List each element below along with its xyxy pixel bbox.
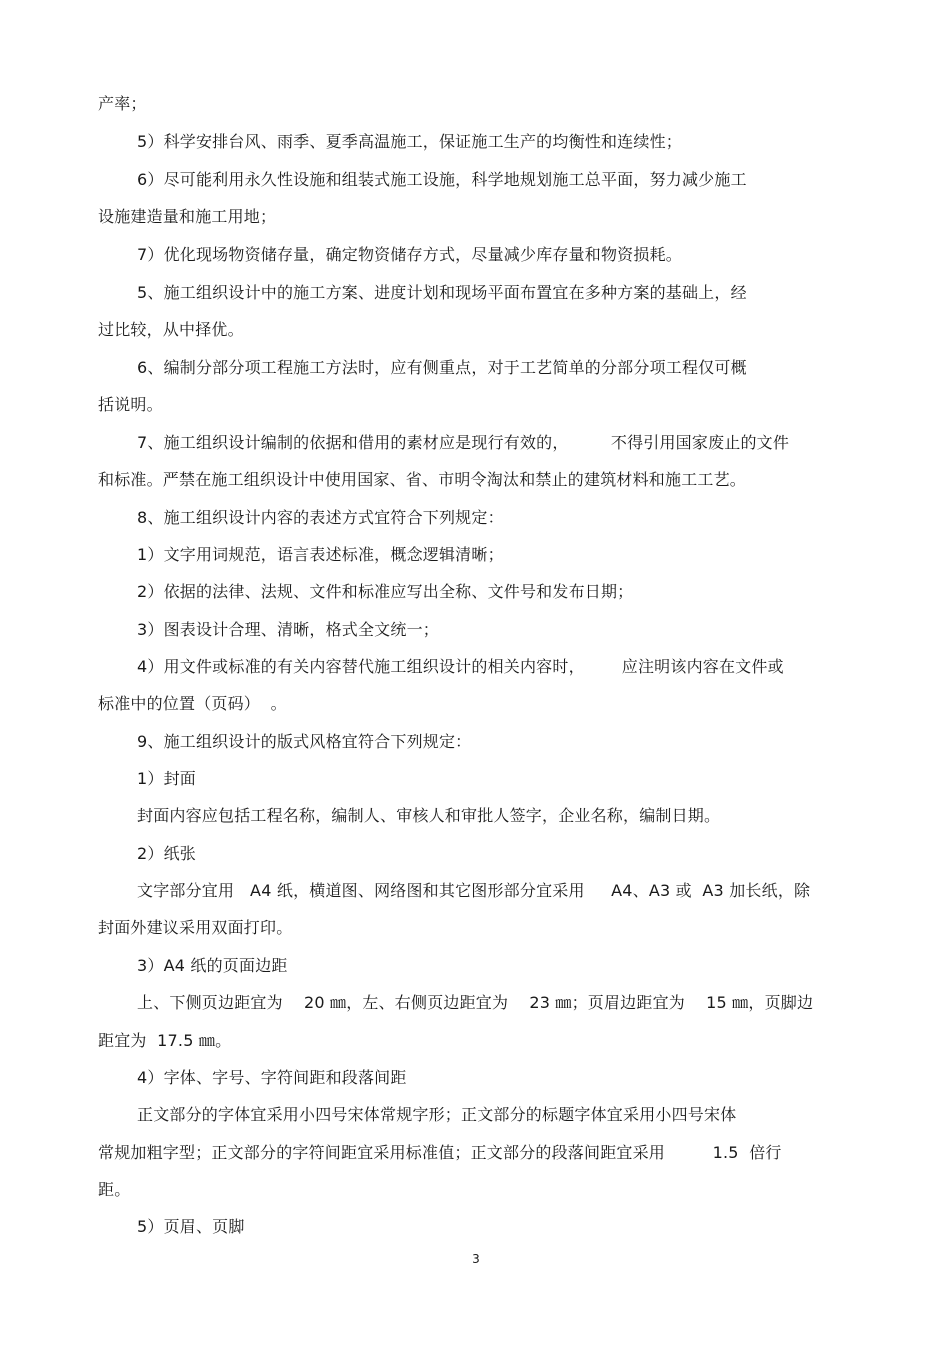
text-line: 标准中的位置（页码） 。 xyxy=(98,694,287,713)
text-line: 封面内容应包括工程名称，编制人、审核人和审批人签字，企业名称，编制日期。 xyxy=(137,806,721,825)
text-line: 5）科学安排台风、雨季、夏季高温施工，保证施工生产的均衡性和连续性； xyxy=(137,132,682,151)
text-line: 4）用文件或标准的有关内容替代施工组织设计的相关内容时， 应注明该内容在文件或 xyxy=(137,657,784,676)
text-line: 括说明。 xyxy=(98,395,163,414)
text-line: 正文部分的字体宜采用小四号宋体常规字形；正文部分的标题字体宜采用小四号宋体 xyxy=(137,1105,737,1124)
text-line: 7、施工组织设计编制的依据和借用的素材应是现行有效的， 不得引用国家废止的文件 xyxy=(137,433,790,452)
text-line: 8、施工组织设计内容的表述方式宜符合下列规定： xyxy=(137,508,504,527)
text-line: 上、下侧页边距宜为 20 ㎜，左、右侧页边距宜为 23 ㎜；页眉边距宜为 15 ㎜，页脚边 xyxy=(137,993,814,1012)
text-line: 3）A4 纸的页面边距 xyxy=(137,956,288,975)
text-line: 7）优化现场物资储存量，确定物资储存方式，尽量减少库存量和物资损耗。 xyxy=(137,245,682,264)
text-line: 5）页眉、页脚 xyxy=(137,1217,245,1236)
text-line: 常规加粗字型；正文部分的字符间距宜采用标准值；正文部分的段落间距宜采用 1.5 倍行 xyxy=(98,1143,782,1162)
text-line: 5、施工组织设计中的施工方案、进度计划和现场平面布置宜在多种方案的基础上，经 xyxy=(137,283,747,302)
text-line: 封面外建议采用双面打印。 xyxy=(98,918,293,937)
text-line: 9、施工组织设计的版式风格宜符合下列规定： xyxy=(137,732,472,751)
text-line: 文字部分宜用 A4 纸，横道图、网络图和其它图形部分宜采用 A4、A3 或 A3 加长纸，除 xyxy=(137,881,811,900)
text-line: 6、编制分部分项工程施工方法时，应有侧重点，对于工艺简单的分部分项工程仅可概 xyxy=(137,358,747,377)
text-line: 3）图表设计合理、清晰，格式全文统一； xyxy=(137,620,439,639)
text-line: 1）文字用词规范，语言表述标准，概念逻辑清晰； xyxy=(137,545,504,564)
text-line: 距宜为 17.5 ㎜。 xyxy=(98,1031,232,1050)
text-line: 6）尽可能利用永久性设施和组装式施工设施，科学地规划施工总平面，努力减少施工 xyxy=(137,170,747,189)
text-line: 2）依据的法律、法规、文件和标准应写出全称、文件号和发布日期； xyxy=(137,582,634,601)
text-line: 距。 xyxy=(98,1180,131,1199)
text-line: 和标准。严禁在施工组织设计中使用国家、省、市明令淘汰和禁止的建筑材料和施工工艺。 xyxy=(98,470,747,489)
text-line: 设施建造量和施工用地； xyxy=(98,207,277,226)
text-line: 1）封面 xyxy=(137,769,196,788)
text-line: 2）纸张 xyxy=(137,844,196,863)
page-number: 3 xyxy=(472,1252,480,1266)
text-line: 4）字体、字号、字符间距和段落间距 xyxy=(137,1068,407,1087)
text-line: 过比较，从中择优。 xyxy=(98,320,244,339)
text-line: 产率； xyxy=(98,94,147,113)
